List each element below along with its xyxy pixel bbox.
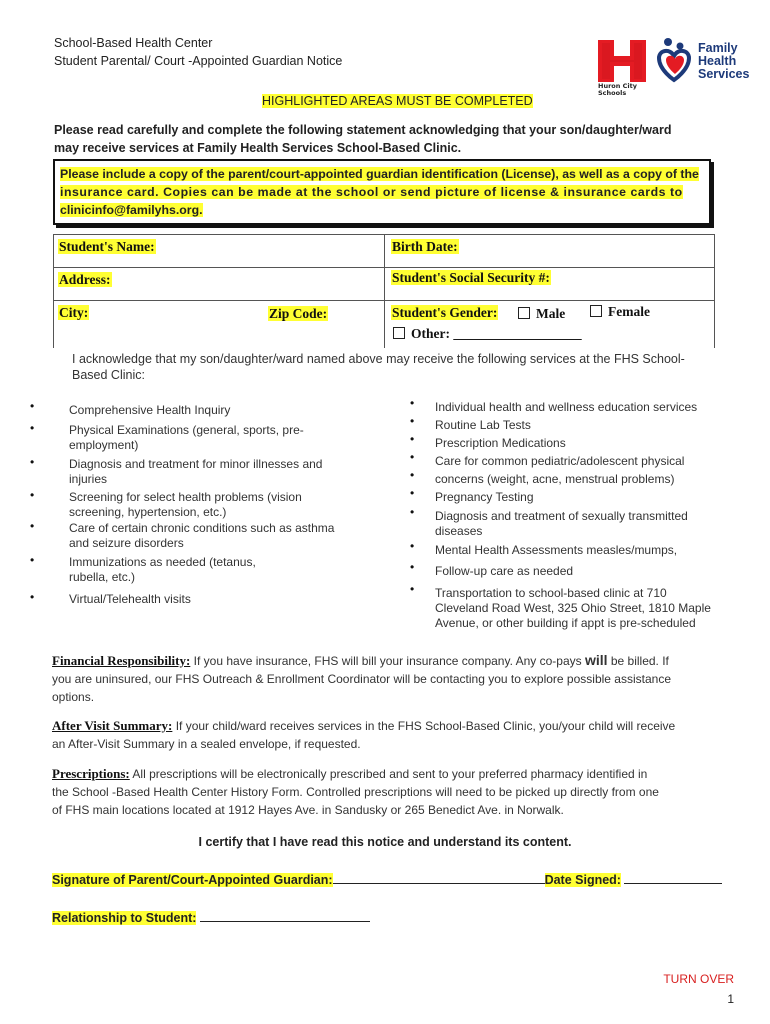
- list-item: Screening for select health problems (vision screening, hypertension, etc.): [69, 490, 302, 519]
- turn-over-note: TURN OVER: [663, 972, 734, 986]
- gender-other-option[interactable]: Other: ___________________: [393, 326, 582, 342]
- after-visit-summary-section: After Visit Summary: If your child/ward receives services in the FHS School-Based Clinic, you/your child will receive an After-Visit Summary in a sealed envelope, if requested.: [52, 718, 676, 751]
- ssn-field[interactable]: Student's Social Security #:: [392, 270, 550, 285]
- gender-female-option[interactable]: Female: [590, 304, 650, 320]
- intro-line-1: Please read carefully and complete the following statement acknowledging that your son/daughter/ward: [54, 123, 672, 137]
- intro-line-2: may receive services at Family Health Services School-Based Clinic.: [54, 141, 462, 155]
- signature-row: [52, 871, 722, 887]
- bullet-icon: •: [410, 582, 415, 596]
- page-number: 1: [727, 992, 734, 1006]
- bullet-icon: •: [30, 399, 35, 413]
- bullet-icon: •: [410, 560, 415, 574]
- notice-line-1: Please include a copy of the parent/court-appointed guardian identification (License), as well as a copy of the: [60, 167, 699, 181]
- student-info-form: [53, 234, 715, 348]
- list-item: Pregnancy Testing: [435, 490, 534, 504]
- after-visit-heading: After Visit Summary:: [52, 718, 173, 733]
- list-item: Mental Health Assessments measles/mumps,: [435, 543, 678, 557]
- other-checkbox[interactable]: [393, 327, 405, 339]
- birth-date-field[interactable]: Birth Date:: [392, 239, 458, 254]
- id-copy-notice-box: [53, 159, 711, 225]
- relationship-row: [52, 909, 370, 925]
- bullet-icon: •: [410, 468, 415, 482]
- list-item: Virtual/Telehealth visits: [69, 592, 191, 606]
- acknowledgement-text: [72, 351, 722, 383]
- gender-male-option[interactable]: Male: [518, 306, 565, 322]
- list-item: Physical Examinations (general, sports, pre- employment): [69, 423, 304, 452]
- female-checkbox[interactable]: [590, 305, 602, 317]
- header-subtitle: Student Parental/ Court -Appointed Guardian Notice: [54, 54, 343, 68]
- list-item: Follow-up care as needed: [435, 564, 574, 578]
- notice-email[interactable]: clinicinfo@familyhs.org.: [60, 203, 203, 217]
- ack-line-1: I acknowledge that my son/daughter/ward named above may receive the following services at the FHS School-: [72, 352, 685, 366]
- list-item: Care of certain chronic conditions such as asthma and seizure disorders: [69, 521, 335, 550]
- bullet-icon: •: [30, 519, 35, 533]
- huron-logo-text: Huron City Schools: [598, 82, 637, 97]
- bullet-icon: •: [30, 455, 35, 469]
- date-signed-label: Date Signed:: [544, 873, 621, 887]
- header-title: School-Based Health Center: [54, 36, 213, 50]
- bullet-icon: •: [30, 590, 35, 604]
- bullet-icon: •: [410, 396, 415, 410]
- list-item: Care for common pediatric/adolescent physical: [435, 454, 685, 468]
- huron-city-schools-logo: [596, 38, 648, 98]
- financial-responsibility-section: Financial Responsibility: If you have insurance, FHS will bill your insurance company. Any co-pays will be billed. If you are uninsured, our FHS Outreach & Enrollment Coordinator will be contacting you to explore possible assistance options.: [52, 652, 671, 704]
- family-health-services-logo: [654, 36, 754, 92]
- student-name-field[interactable]: Student's Name:: [59, 239, 155, 254]
- list-item: Individual health and wellness education services: [435, 400, 698, 414]
- prescriptions-section: Prescriptions: All prescriptions will be electronically prescribed and sent to your preferred pharmacy identified in the School -Based Health Center History Form. Controlled prescriptions will need to be picked up directly from one of FHS main locations located at 1912 Hayes Ave. in Sandusky or 265 Benedict Ave. in Norwalk.: [52, 766, 659, 817]
- bullet-icon: •: [30, 421, 35, 435]
- ack-line-2: Based Clinic:: [72, 368, 145, 382]
- date-signed-field[interactable]: [624, 871, 722, 884]
- list-item: Routine Lab Tests: [435, 418, 531, 432]
- fhs-logo-text: Family Health Services: [698, 41, 750, 81]
- city-field[interactable]: City:: [59, 305, 89, 320]
- bullet-icon: •: [410, 539, 415, 553]
- bullet-icon: •: [410, 450, 415, 464]
- relationship-field[interactable]: [200, 909, 370, 922]
- list-item: concerns (weight, acne, menstrual problems): [435, 472, 675, 486]
- zip-code-field[interactable]: Zip Code:: [269, 306, 328, 321]
- bullet-icon: •: [410, 432, 415, 446]
- gender-label: Student's Gender:: [392, 305, 498, 320]
- relationship-label: Relationship to Student:: [52, 911, 197, 925]
- bullet-icon: •: [410, 414, 415, 428]
- list-item: Prescription Medications: [435, 436, 566, 450]
- bullet-icon: •: [30, 553, 35, 567]
- list-item: Transportation to school-based clinic at 710 Cleveland Road West, 325 Ohio Street, 1810 Maple Avenue, or other building if appt is pre-scheduled: [435, 586, 711, 630]
- list-item: Immunizations as needed (tetanus, rubella, etc.): [69, 555, 256, 584]
- signature-field[interactable]: [333, 871, 545, 884]
- list-item: Diagnosis and treatment of sexually transmitted diseases: [435, 509, 688, 538]
- bullet-icon: •: [30, 488, 35, 502]
- list-item: Comprehensive Health Inquiry: [69, 403, 231, 417]
- intro-paragraph: [54, 121, 672, 157]
- bullet-icon: •: [410, 486, 415, 500]
- prescriptions-heading: Prescriptions:: [52, 766, 130, 781]
- bullet-icon: •: [410, 505, 415, 519]
- male-checkbox[interactable]: [518, 307, 530, 319]
- signature-label: Signature of Parent/Court-Appointed Guardian:: [52, 873, 333, 887]
- list-item: Diagnosis and treatment for minor illnesses and injuries: [69, 457, 323, 486]
- highlight-notice: HIGHLIGHTED AREAS MUST BE COMPLETED: [262, 94, 533, 108]
- financial-heading: Financial Responsibility:: [52, 653, 191, 668]
- address-field[interactable]: Address:: [59, 272, 111, 287]
- certification-statement: I certify that I have read this notice and understand its content.: [198, 835, 572, 849]
- notice-line-2: insurance card. Copies can be made at the school or send picture of license & insurance cards to: [60, 185, 683, 199]
